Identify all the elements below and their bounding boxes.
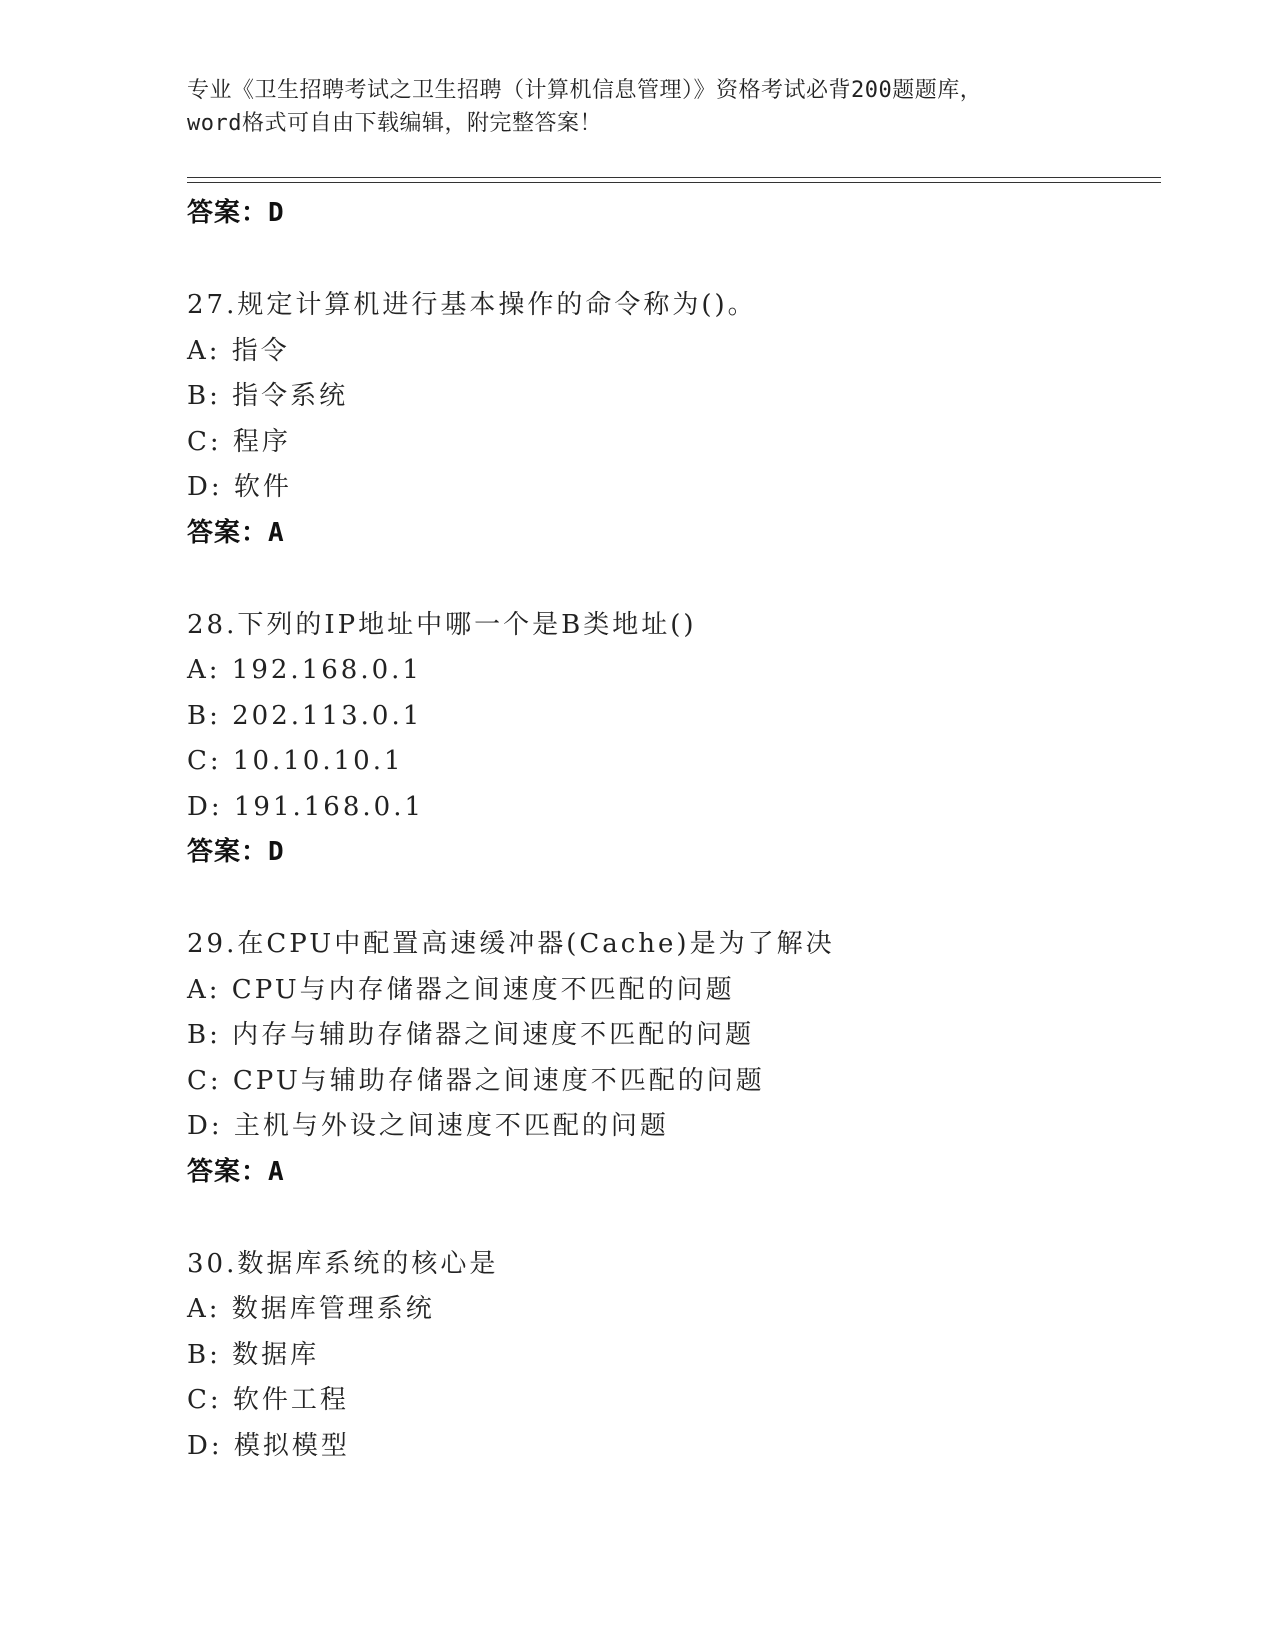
option-d: D: 191.168.0.1 — [187, 791, 424, 822]
option-b: B: 数据库 — [187, 1339, 320, 1370]
option-c: C: 程序 — [187, 426, 291, 457]
spacer — [187, 235, 1147, 283]
question-stem: 28.下列的IP地址中哪一个是B类地址() — [187, 609, 697, 640]
option-b: B: 指令系统 — [187, 381, 349, 411]
option-a: A: CPU与内存储器之间速度不匹配的问题 — [187, 974, 735, 1005]
option-c: C: CPU与辅助存储器之间速度不匹配的问题 — [187, 1065, 765, 1096]
answer-line: 答案：A — [187, 517, 285, 548]
question-list — [187, 191, 1147, 1469]
option-a: A: 指令 — [187, 335, 290, 366]
header-line-2: word格式可自由下载编辑，附完整答案！ — [187, 111, 602, 136]
answer-line: 答案：A — [187, 1156, 285, 1187]
answer-line: 答案：D — [187, 837, 285, 867]
option-c: C: 10.10.10.1 — [187, 746, 404, 776]
option-d: D: 软件 — [187, 472, 292, 502]
header-divider-top — [187, 177, 1161, 178]
option-d: D: 模拟模型 — [187, 1430, 350, 1461]
spacer — [187, 555, 1147, 603]
option-d: D: 主机与外设之间速度不匹配的问题 — [187, 1111, 669, 1141]
option-a: A: 192.168.0.1 — [187, 655, 422, 685]
option-c: C: 软件工程 — [187, 1385, 349, 1415]
header-line-1: 专业《卫生招聘考试之卫生招聘（计算机信息管理）》资格考试必背200题题库， — [187, 78, 983, 103]
header-divider-bottom — [187, 182, 1161, 183]
document-header — [187, 74, 1087, 140]
spacer — [187, 1194, 1147, 1242]
spacer — [187, 874, 1147, 922]
option-b: B: 202.113.0.1 — [187, 700, 423, 731]
question-block — [187, 1242, 1147, 1470]
question-block — [187, 603, 1147, 875]
question-block — [187, 922, 1147, 1194]
question-stem: 27.规定计算机进行基本操作的命令称为()。 — [187, 290, 757, 320]
answer-line: 答案：D — [187, 198, 285, 228]
question-stem: 30.数据库系统的核心是 — [187, 1248, 499, 1279]
option-b: B: 内存与辅助存储器之间速度不匹配的问题 — [187, 1020, 755, 1050]
question-stem: 29.在CPU中配置高速缓冲器(Cache)是为了解决 — [187, 929, 835, 959]
option-a: A: 数据库管理系统 — [187, 1294, 435, 1324]
question-block — [187, 283, 1147, 555]
